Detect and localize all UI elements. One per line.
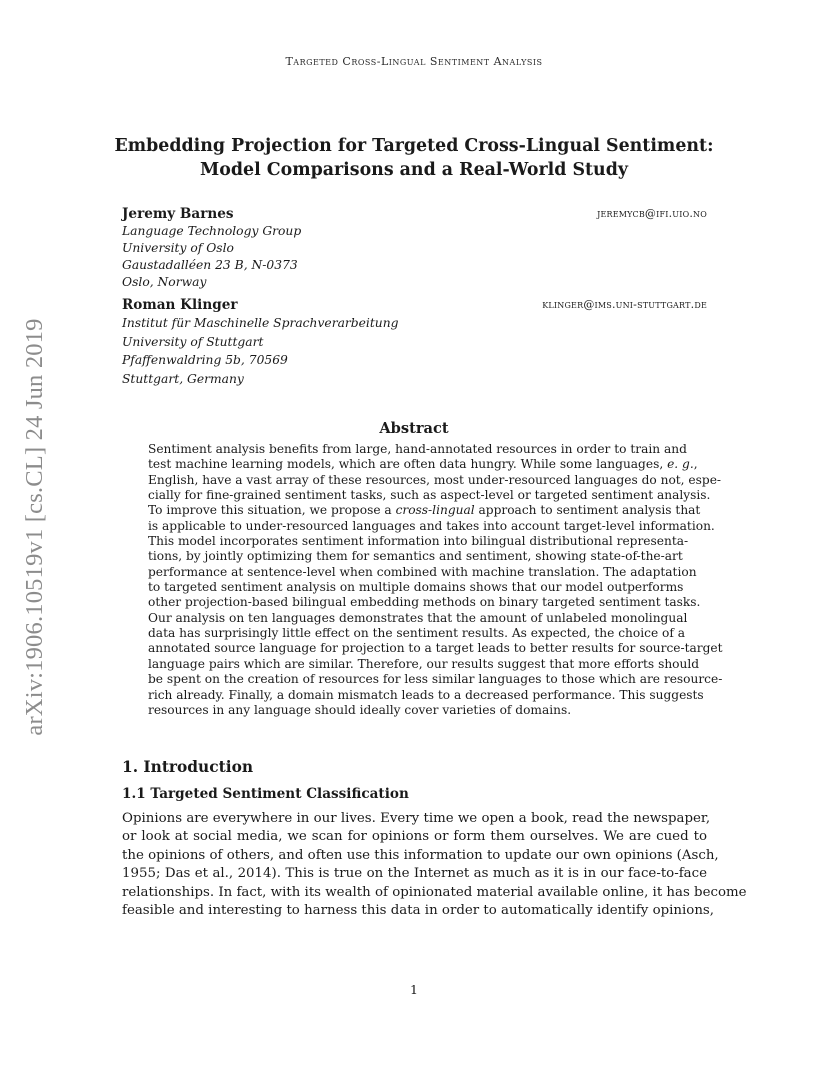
abstract-line: Sentiment analysis benefits from large, hand-annotated resources in order to train and xyxy=(148,442,687,456)
abstract-line: be spent on the creation of resources for less similar languages to those which are resource- xyxy=(148,672,723,687)
affiliation-line: Stuttgart, Germany xyxy=(122,371,244,386)
abstract-line: rich already. Finally, a domain mismatch leads to a decreased performance. This suggests xyxy=(148,687,704,702)
author-name: Roman Klinger xyxy=(122,297,238,313)
subsection-heading: 1.1 Targeted Sentiment Classification xyxy=(122,786,409,802)
author-name: Jeremy Barnes xyxy=(122,206,234,222)
emphasis: cross-lingual xyxy=(395,503,475,518)
abstract-line: resources in any language should ideally cover varieties of domains. xyxy=(148,702,572,717)
introduction-body xyxy=(122,810,747,920)
body-line: Opinions are everywhere in our lives. Every time we open a book, read the newspaper, xyxy=(122,811,711,826)
abstract-line: This model incorporates sentiment information into bilingual distributional representa- xyxy=(148,534,689,549)
paper-title xyxy=(0,134,828,182)
affiliation-line: Language Technology Group xyxy=(122,224,302,238)
abstract-line: language pairs which are similar. Therefore, our results suggest that more efforts should xyxy=(148,656,700,671)
body-line: the opinions of others, and often use this information to update our own opinions (Asch, xyxy=(122,847,719,863)
running-head: Targeted Cross-Lingual Sentiment Analysis xyxy=(285,55,543,68)
abstract-line: other projection-based bilingual embedding methods on binary targeted sentiment tasks. xyxy=(148,595,701,610)
page-number: 1 xyxy=(410,982,418,997)
author-block-2 xyxy=(122,296,707,388)
abstract-line: performance at sentence-level when combined with machine translation. The adaptation xyxy=(148,564,697,579)
affiliation-line: Gaustadalléen 23 B, N-0373 xyxy=(122,258,298,272)
abstract-line: To improve this situation, we propose a cross-lingual approach to sentiment analysis that xyxy=(148,503,701,518)
affiliation-line: Institut für Maschinelle Sprachverarbeitung xyxy=(122,316,399,330)
emphasis: e. g. xyxy=(667,457,694,472)
abstract-line: to targeted sentiment analysis on multiple domains shows that our model outperforms xyxy=(148,580,684,595)
affiliation-line: University of Stuttgart xyxy=(122,334,264,349)
abstract-line: Our analysis on ten languages demonstrates that the amount of unlabeled monolingual xyxy=(148,610,688,625)
body-line: or look at social media, we scan for opinions or form them ourselves. We are cued to xyxy=(122,829,707,845)
abstract-line: cially for fine-grained sentiment tasks, such as aspect-level or targeted sentiment analysis. xyxy=(148,488,711,503)
author-email: klinger@ims.uni-stuttgart.de xyxy=(542,298,707,311)
abstract-body xyxy=(148,442,723,718)
arxiv-stamp-text: arXiv:1906.10519v1 [cs.CL] 24 Jun 2019 xyxy=(21,318,48,736)
title-line: Model Comparisons and a Real-World Study xyxy=(200,160,628,180)
affiliation-line: University of Oslo xyxy=(122,241,234,255)
affiliation-line: Oslo, Norway xyxy=(122,275,207,289)
body-line: feasible and interesting to harness this data in order to automatically identify opinions, xyxy=(122,902,715,918)
abstract-line: is applicable to under-resourced languages and takes into account target-level information. xyxy=(148,518,715,533)
abstract-line: data has surprisingly little effect on the sentiment results. As expected, the choice of a xyxy=(148,626,686,641)
section-heading-introduction: 1. Introduction xyxy=(122,758,254,776)
abstract-heading: Abstract xyxy=(379,420,449,437)
abstract-line: tions, by jointly optimizing them for semantics and sentiment, showing state-of-the-art xyxy=(148,549,683,564)
title-line: Embedding Projection for Targeted Cross-Lingual Sentiment: xyxy=(114,136,714,156)
abstract-line: annotated source language for projection to a target leads to better results for source-target xyxy=(148,641,723,656)
body-line: 1955; Das et al., 2014). This is true on the Internet as much as it is in our face-to-face xyxy=(122,866,707,882)
body-line: relationships. In fact, with its wealth of opinionated material available online, it has become xyxy=(122,884,747,900)
abstract-line: English, have a vast array of these resources, most under-resourced languages do not, espe- xyxy=(148,472,722,487)
abstract-line: test machine learning models, which are often data hungry. While some languages, e. g., xyxy=(148,457,698,472)
author-email: jeremycb@ifi.uio.no xyxy=(597,207,707,220)
affiliation-line: Pfaffenwaldring 5b, 70569 xyxy=(122,353,288,367)
author-block-1 xyxy=(122,205,707,291)
